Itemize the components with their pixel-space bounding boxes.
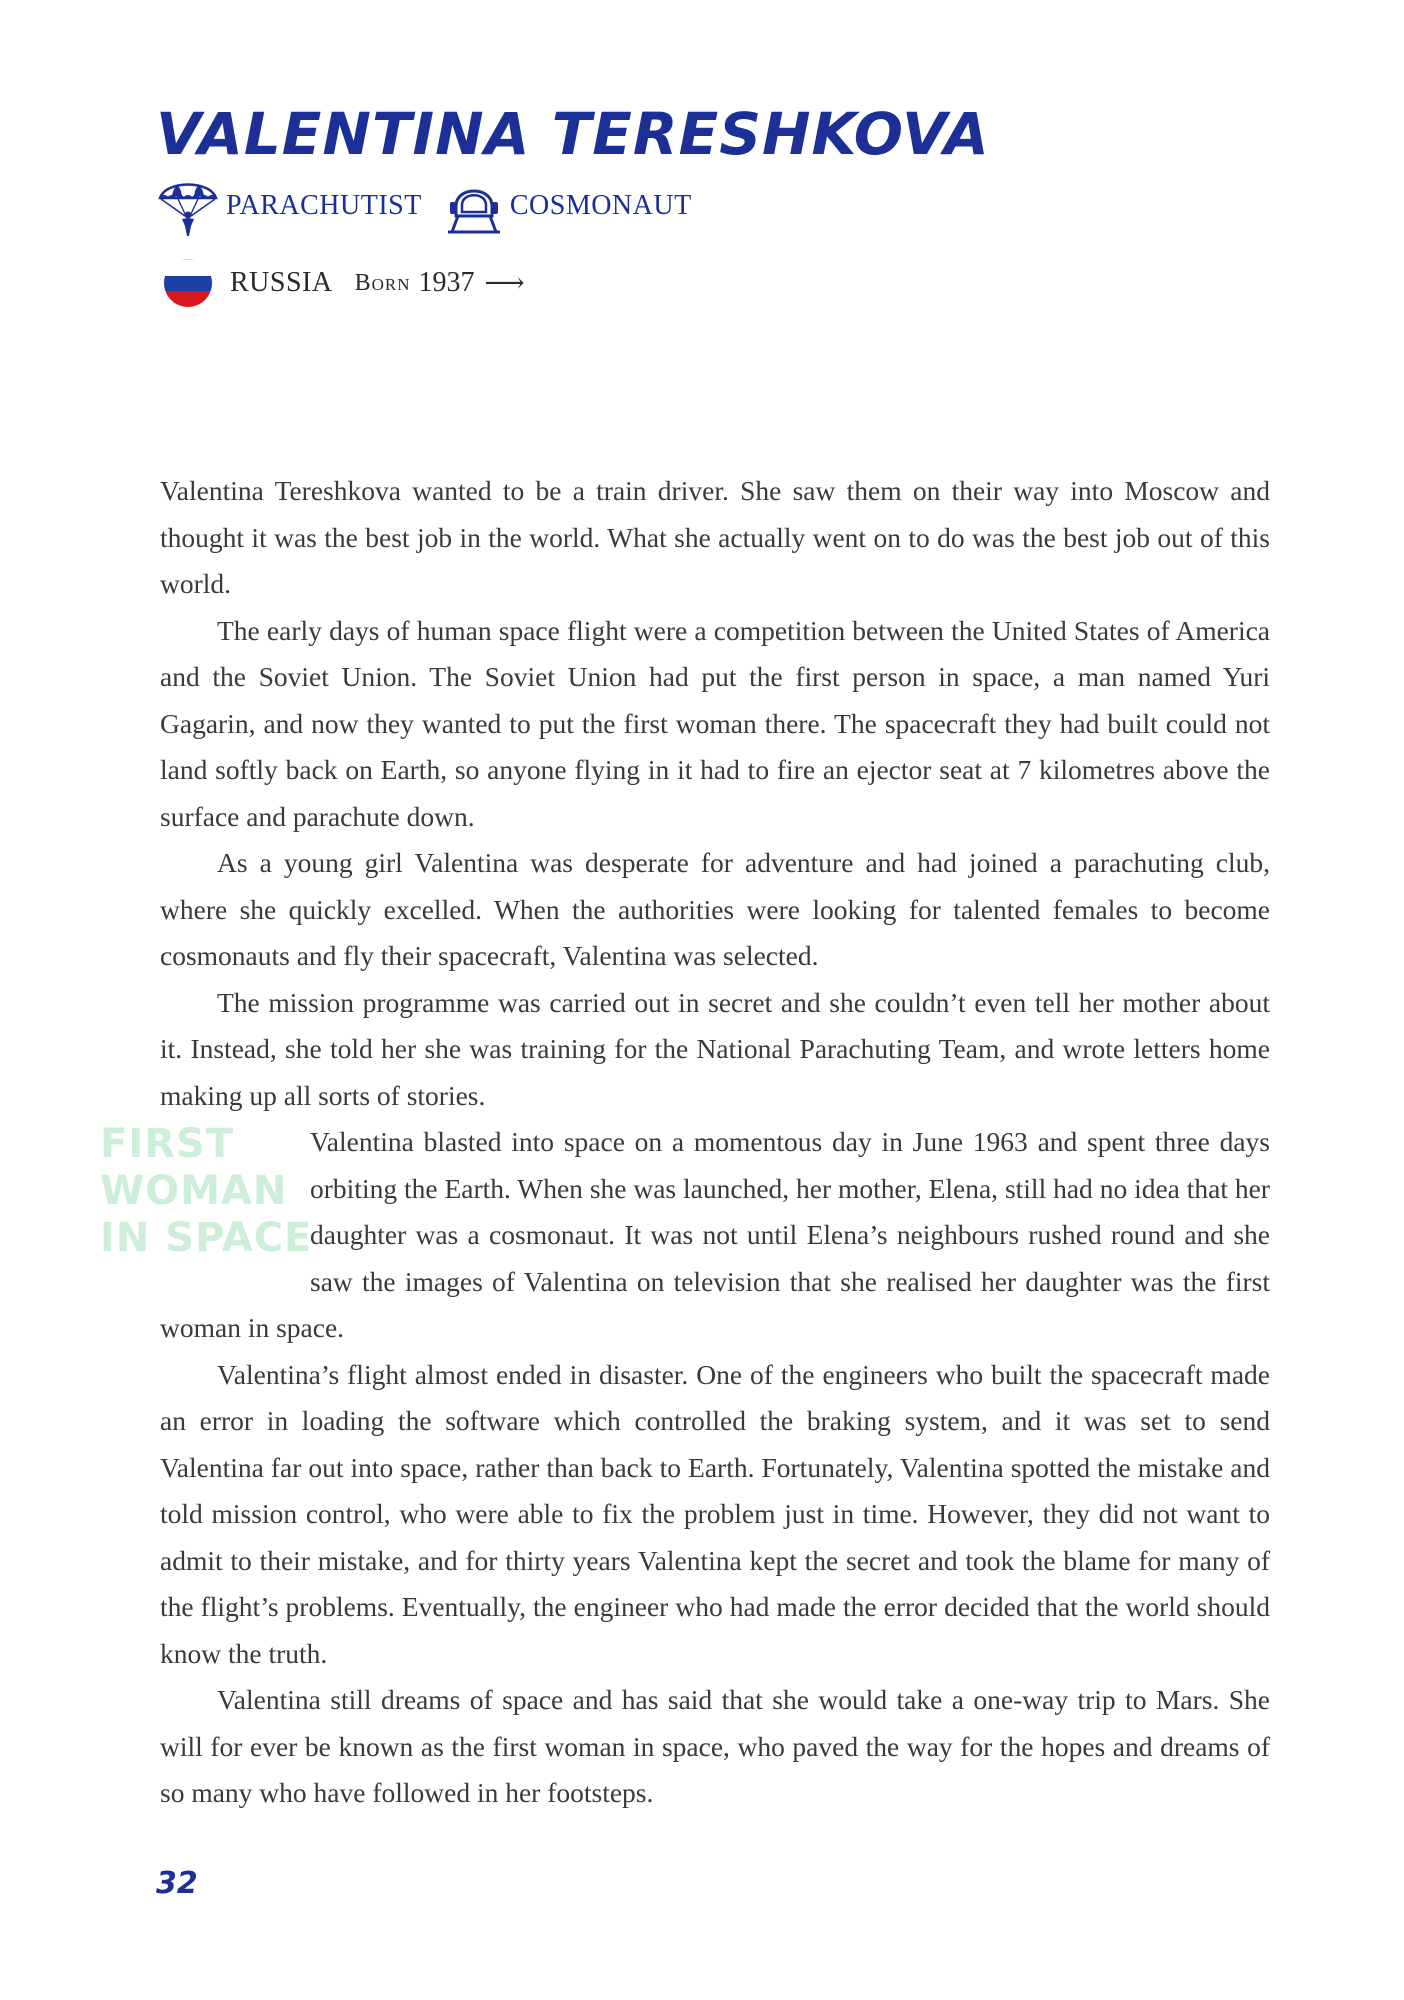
- russia-flag-icon: [164, 259, 212, 307]
- astronaut-helmet-icon: [444, 176, 504, 236]
- born-year: 1937: [418, 267, 475, 298]
- pull-quote-line: WOMAN: [100, 1168, 288, 1214]
- profession-label: COSMONAUT: [509, 190, 692, 221]
- profession-cosmonaut: [444, 176, 692, 236]
- pull-quote-line: FIRST: [100, 1121, 235, 1167]
- pull-quote-line: IN SPACE: [100, 1215, 313, 1261]
- country-name: RUSSIA: [230, 267, 333, 298]
- paragraph: As a young girl Valentina was desperate for adventure and had joined a parachuting club, where she quickly excelled. When the authorities were looking for talented females to become cosmonauts and fly their spacecraft, Valentina was selected.: [160, 847, 1270, 971]
- parachute-icon: [156, 174, 220, 238]
- paragraph: The early days of human space flight were a competition between the United States of America and the Soviet Union. The Soviet Union had put the first person in space, a man named Yuri Gagarin, and now they wanted to put the first woman there. The spacecraft they had built could not land softly back on Earth, so anyone flying in it had to fire an ejector seat at 7 kilometres above the surface and parachute down.: [160, 614, 1270, 832]
- paragraph: Valentina still dreams of space and has said that she would take a one-way trip to Mars. She will for ever be known as the first woman in space, who paved the way for the hopes and dreams of so many who have followed in her footsteps.: [160, 1684, 1270, 1808]
- born-arrow: ⟶: [484, 268, 525, 299]
- paragraph: The mission programme was carried out in secret and she couldn’t even tell her mother about it. Instead, she told her she was training for the National Parachuting Team, and wrote letters home making up all sorts of stories.: [160, 986, 1270, 1111]
- born-label: Born: [354, 269, 411, 296]
- pull-quote: [100, 1119, 313, 1301]
- paragraph: Valentina blasted into space on a momentous day in June 1963 and spent three days orbiting the Earth. When she was launched, her mother, Elena, still had no idea that her daughter was a cosmonaut. It was not until Elena’s neighbours rushed round and she saw the images of Valentina on television that she realised her daughter was the first woman in space.: [160, 1126, 1270, 1343]
- page-title: VALENTINA TERESHKOVA: [156, 100, 990, 168]
- paragraph: Valentina’s flight almost ended in disaster. One of the engineers who built the spacecraft made an error in loading the software which controlled the braking system, and it was set to send Valentina far out into space, rather than back to Earth. Fortunately, Valentina spotted the mistake and told mission control, who were able to fix the problem just in time. However, they did not want to admit to their mistake, and for thirty years Valentina kept the secret and took the blame for many of the flight’s problems. Eventually, the engineer who had made the error decided that the world should know the truth.: [160, 1358, 1270, 1669]
- paragraph: Valentina Tereshkova wanted to be a train driver. She saw them on their way into Moscow and thought it was the best job in the world. What she actually went on to do was the best job out of this world.: [160, 475, 1270, 599]
- profession-label: PARACHUTIST: [226, 190, 422, 221]
- article-body: [100, 468, 1270, 1817]
- profession-parachutist: [156, 174, 422, 238]
- origin-line: [164, 258, 525, 308]
- page-number: 32: [156, 1866, 198, 1901]
- profession-tags: [156, 178, 714, 234]
